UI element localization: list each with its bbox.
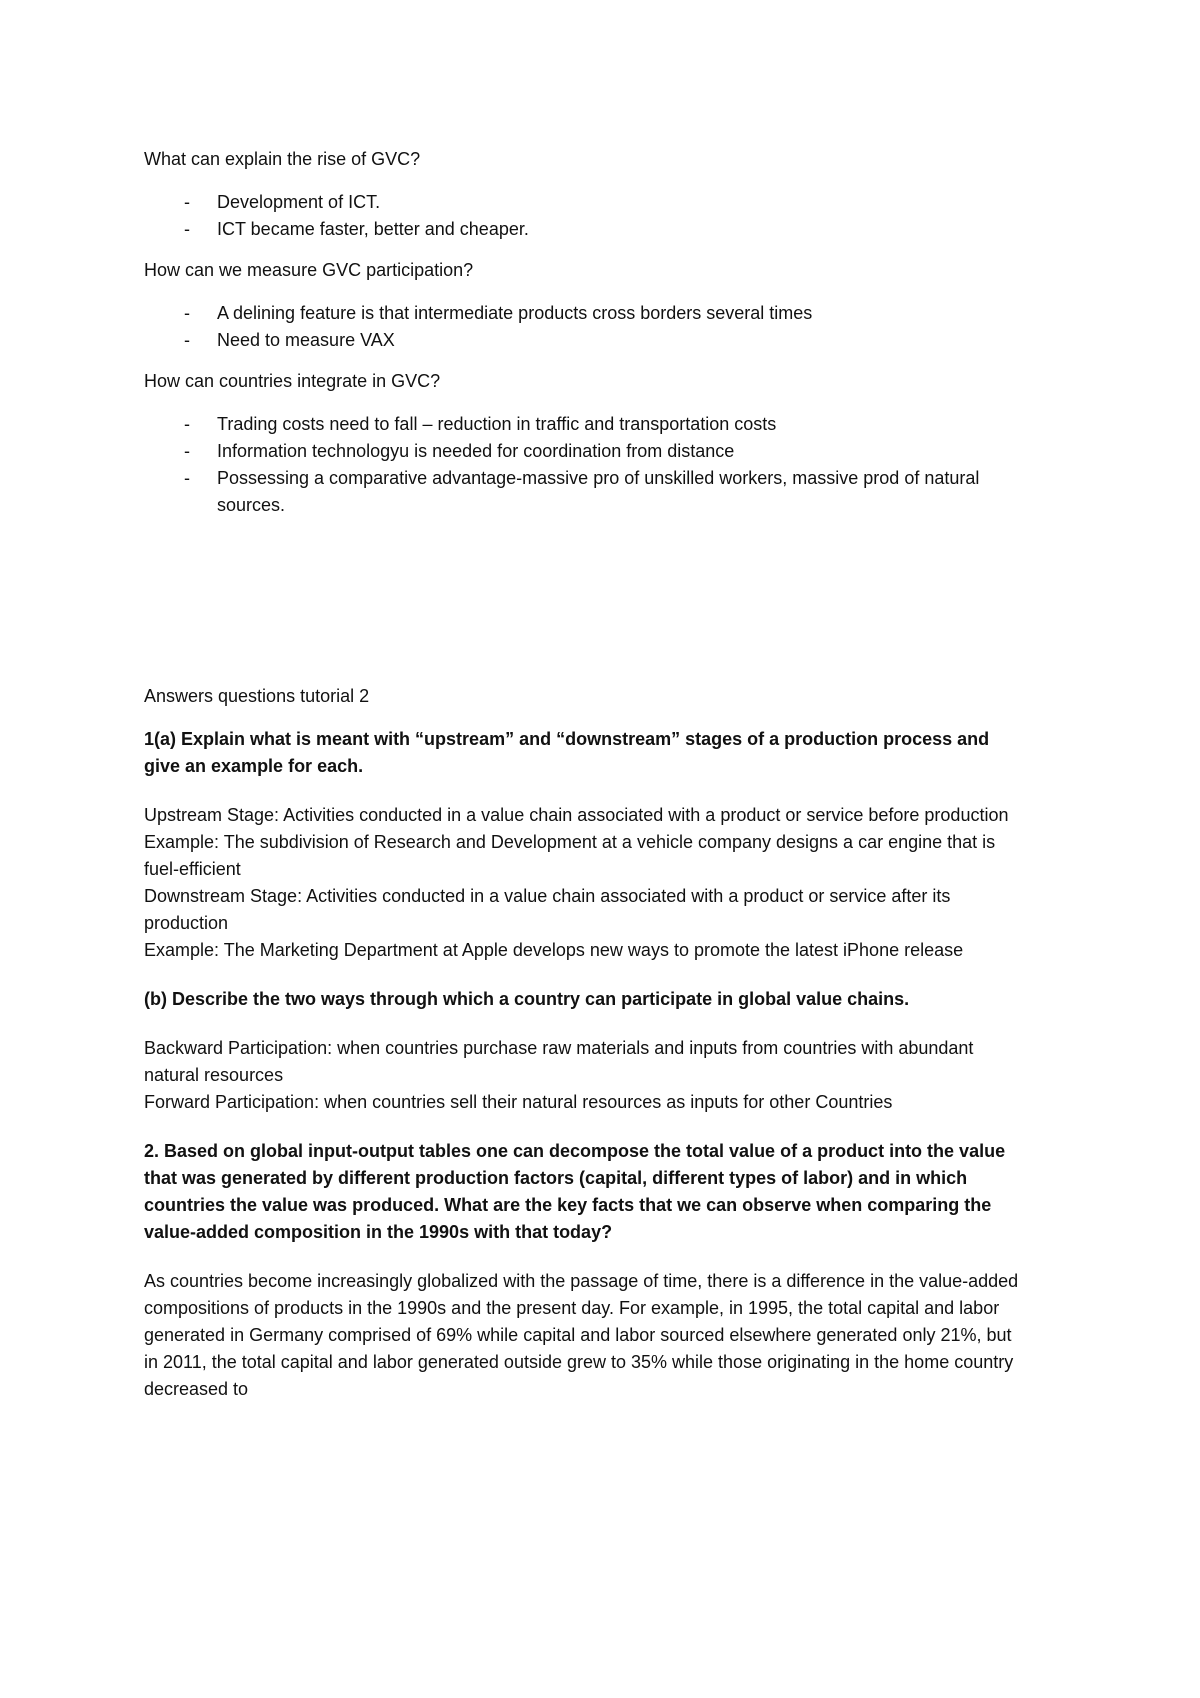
answer-2: As countries become increasingly globalized with the passage of time, there is a difference in the value-added compositions of products in the 1990s and the present day. For example, in 1995, the total capital and labor generated in Germany comprised of 69% while capital and labor sourced elsewhere generated only 21%, but in 2011, the total capital and labor generated outside grew to 35% while those originating in the home country decreased to bbox=[144, 1271, 1019, 1399]
blank-spacer bbox=[144, 533, 1024, 683]
answer-1b bbox=[144, 1035, 1024, 1116]
answer-1a bbox=[144, 802, 1024, 964]
list-item: - Trading costs need to fall – reduction in traffic and transportation costs bbox=[144, 411, 1024, 438]
question-rise-of-gvc: What can explain the rise of GVC? bbox=[144, 149, 421, 169]
list-item: - Development of ICT. bbox=[144, 189, 1024, 216]
list-item: - Information technologyu is needed for coordination from distance bbox=[144, 438, 1024, 465]
answer-line: Backward Participation: when countries purchase raw materials and inputs from countries with abundant natural resources bbox=[144, 1038, 974, 1085]
list-item: - A delining feature is that intermediate products cross borders several times bbox=[144, 300, 1024, 327]
answer-line: Downstream Stage: Activities conducted in a value chain associated with a product or service after its production bbox=[144, 886, 951, 933]
answer-list-integrate-gvc bbox=[144, 411, 1024, 519]
list-item: - Need to measure VAX bbox=[144, 327, 1024, 354]
answer-list-measure-gvc bbox=[144, 300, 1024, 354]
question-measure-gvc: How can we measure GVC participation? bbox=[144, 260, 474, 280]
question-integrate-gvc: How can countries integrate in GVC? bbox=[144, 371, 441, 391]
answer-line: Example: The subdivision of Research and Development at a vehicle company designs a car engine that is fuel-efficient bbox=[144, 832, 996, 879]
answer-line: Example: The Marketing Department at Apple develops new ways to promote the latest iPhone release bbox=[144, 940, 964, 960]
document-page bbox=[144, 146, 1024, 1403]
list-item: - Possessing a comparative advantage-massive pro of unskilled workers, massive prod of natural sources. bbox=[144, 465, 1024, 519]
question-1a: 1(a) Explain what is meant with “upstream” and “downstream” stages of a production process and give an example for each. bbox=[144, 729, 990, 776]
question-1b: (b) Describe the two ways through which a country can participate in global value chains. bbox=[144, 989, 910, 1009]
question-2: 2. Based on global input-output tables one can decompose the total value of a product into the value that was generated by different production factors (capital, different types of labor) and in which countries the value was produced. What are the key facts that we can observe when comparing the value-added composition in the 1990s with that today? bbox=[144, 1141, 1006, 1242]
answer-list-rise-of-gvc bbox=[144, 189, 1024, 243]
tutorial-heading: Answers questions tutorial 2 bbox=[144, 686, 370, 706]
list-item: - ICT became faster, better and cheaper. bbox=[144, 216, 1024, 243]
answer-line: Forward Participation: when countries sell their natural resources as inputs for other Countries bbox=[144, 1092, 893, 1112]
answer-line: Upstream Stage: Activities conducted in a value chain associated with a product or service before production bbox=[144, 805, 1009, 825]
